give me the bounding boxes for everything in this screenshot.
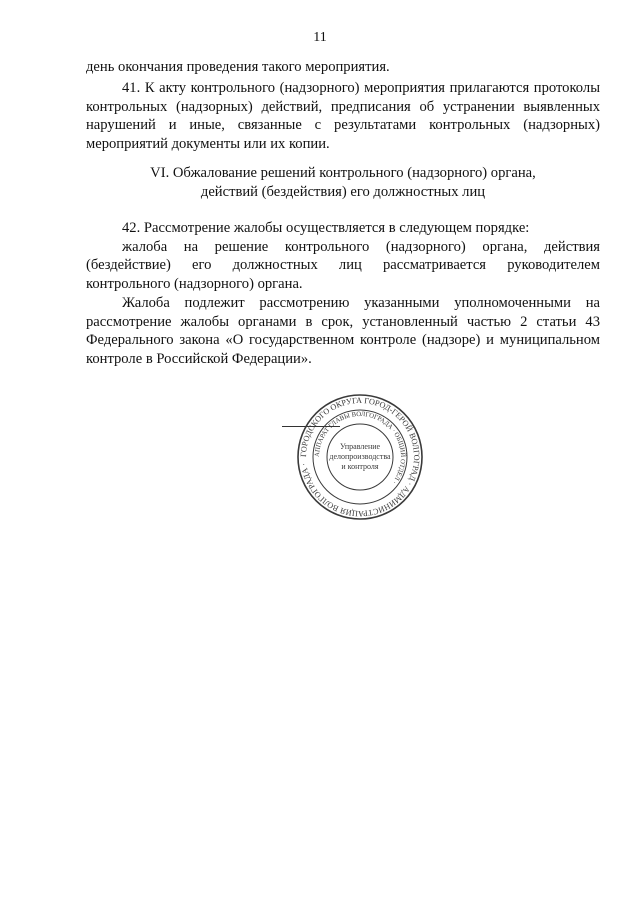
stamp-inner-ring-text: АППАРАТ ГЛАВЫ ВОЛГОГРАДА · ОБЩИЙ ОТДЕЛ · <box>313 410 407 486</box>
paragraph-41 <box>86 79 600 154</box>
paragraph-42 <box>86 219 600 369</box>
continuation-text <box>86 58 600 77</box>
stamp-center-line1: Управление <box>339 442 381 451</box>
paragraph-41-text: 41. К акту контрольного (надзорного) мероприятия прилагаются протоколы контрольных (надзорных) действий, предписания об устранении выявленных нарушений и иные, связанные с результатами контрольных (надзорных) мероприятий документы или их копии. <box>86 80 600 153</box>
section-heading <box>86 164 600 202</box>
continuation-line: день окончания проведения такого мероприятия. <box>86 59 390 75</box>
page-number: 11 <box>313 30 327 45</box>
paragraph-42-intro: 42. Рассмотрение жалобы осуществляется в следующем порядке: <box>122 220 530 236</box>
stamp-seal-icon <box>296 393 424 521</box>
stamp-center-line2: делопроизводства <box>329 452 391 461</box>
section-heading-line2: действий (бездействия) его должностных лиц <box>200 184 486 200</box>
stamp-outer-ring-text: ГОРОДСКОГО ОКРУГА ГОРОД-ГЕРОЙ ВОЛГОГРАД · АДМИНИСТРАЦИЯ ВОЛГОГРАДА · <box>298 395 422 519</box>
stamp-center-line3: и контроля <box>341 462 379 471</box>
paragraph-42-item2: Жалоба подлежит рассмотрению указанными уполномоченными на рассмотрение жалобы органами в срок, установленный частью 2 статьи 43 Федерального закона «О государственном контроле (надзоре) и муниципальном контроле в Российской Федерации». <box>86 294 600 367</box>
paragraph-42-item1: жалоба на решение контрольного (надзорного) органа, действия (бездействие) его должностных лиц рассматривается руководителем контрольного (надзорного) органа. <box>86 238 600 293</box>
official-stamp <box>296 393 424 521</box>
section-heading-line1: VI. Обжалование решений контрольного (надзорного) органа, <box>150 165 536 181</box>
